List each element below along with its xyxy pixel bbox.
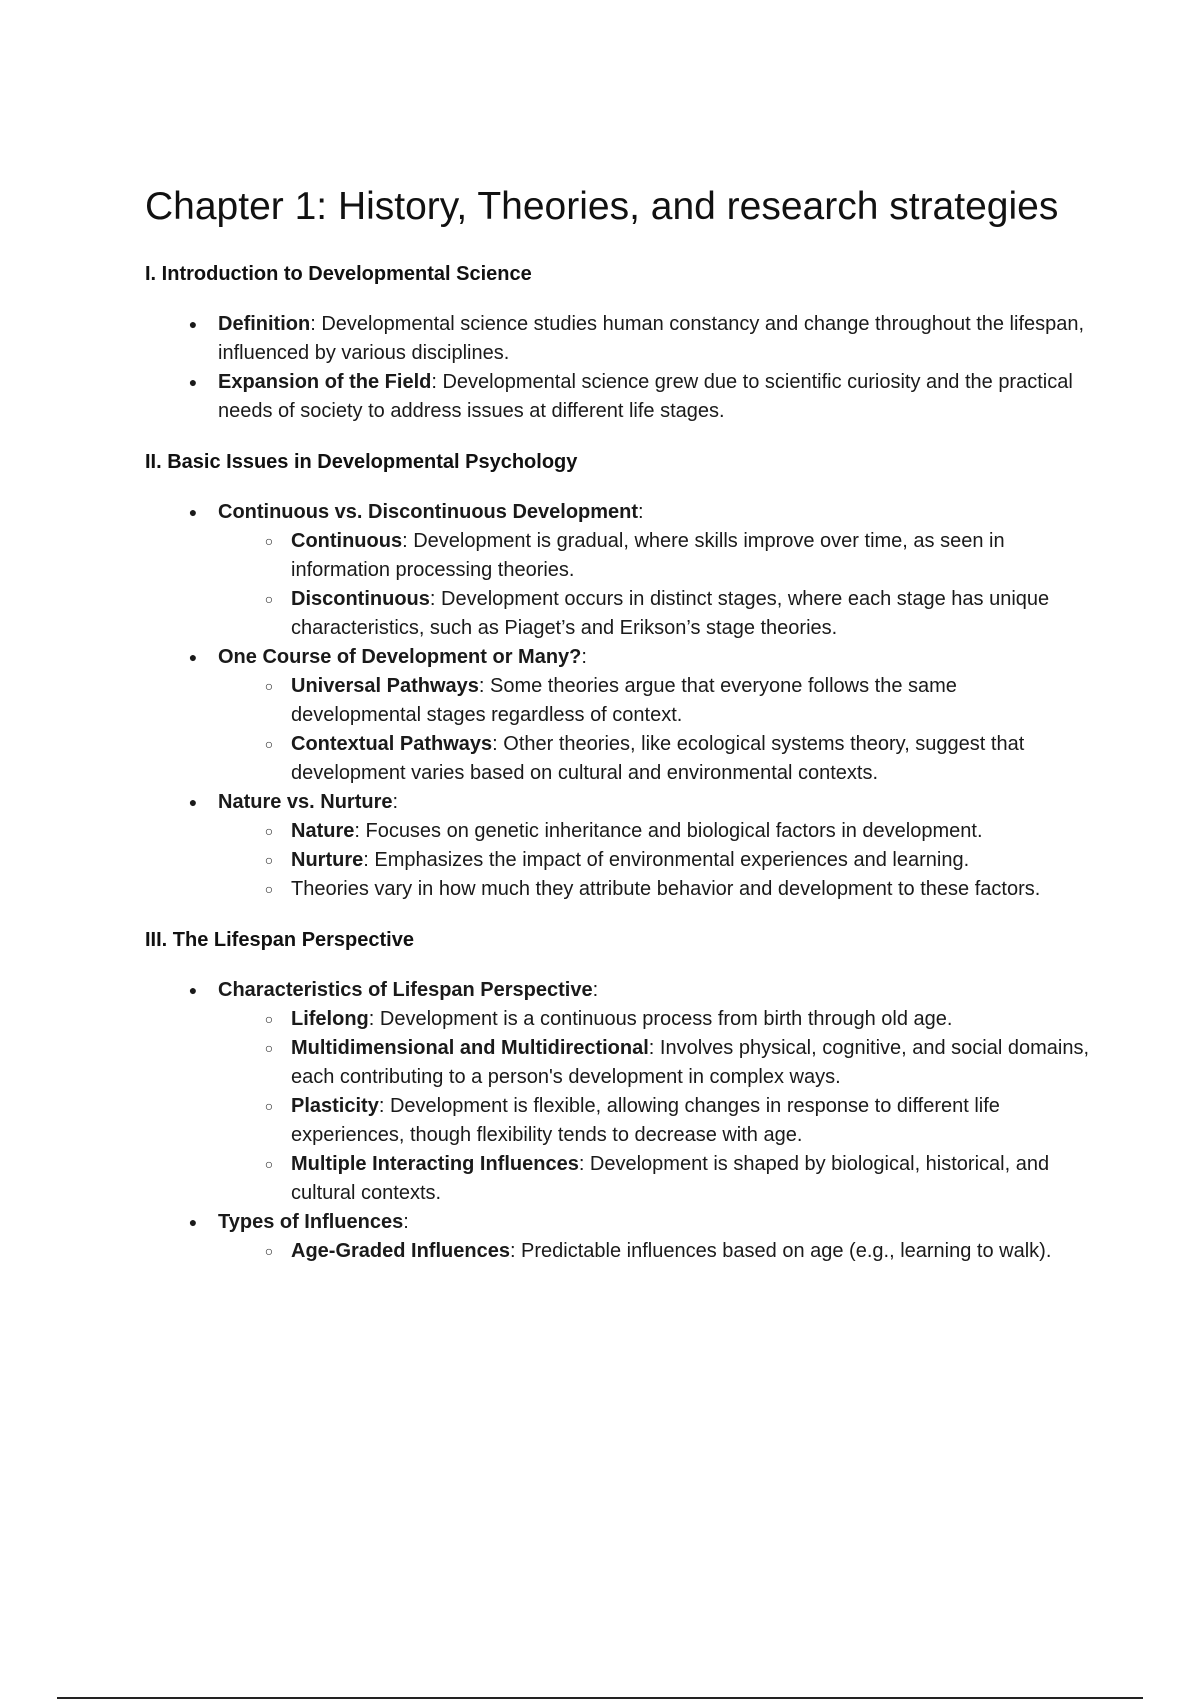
sub-list-item: [218, 730, 1090, 788]
item-text: : Development is a continuous process from birth through old age.: [368, 1008, 953, 1030]
hollow-bullet-icon: ○: [264, 1243, 274, 1259]
hollow-bullet-icon: ○: [264, 591, 274, 607]
item-term: Types of Influences: [218, 1211, 404, 1233]
section-introduction: [145, 260, 1090, 426]
sub-list-item: [218, 846, 1090, 875]
item-term: Characteristics of Lifespan Perspective: [218, 979, 593, 1001]
hollow-bullet-icon: ○: [264, 1011, 274, 1027]
item-text: :: [403, 1211, 409, 1233]
item-term: Nurture: [291, 849, 364, 871]
sub-list-item: [218, 585, 1090, 643]
sub-list-item: [218, 875, 1090, 904]
hollow-bullet-icon: ○: [264, 852, 274, 868]
item-text: : Some theories argue that everyone follows the same developmental stages regardless of context.: [291, 675, 957, 726]
sub-list-item: [218, 817, 1090, 846]
hollow-bullet-icon: ○: [264, 678, 274, 694]
item-term: Lifelong: [291, 1008, 369, 1030]
list-item: [145, 310, 1090, 368]
page-footer-divider: [57, 1697, 1143, 1699]
item-text: :: [592, 979, 599, 1001]
section-basic-issues: [145, 448, 1090, 904]
sub-list-item: [218, 1092, 1090, 1150]
item-text: : Developmental science grew due to scientific curiosity and the practical needs of society to address issues at different life stages.: [218, 371, 1073, 422]
item-term: Nature: [291, 820, 355, 842]
hollow-bullet-icon: ○: [264, 1098, 274, 1114]
hollow-bullet-icon: ○: [264, 736, 274, 752]
item-text: : Emphasizes the impact of environmental experiences and learning.: [363, 849, 970, 871]
page-title: Chapter 1: History, Theories, and research strategies: [145, 185, 1059, 228]
filled-bullet-icon: ●: [188, 649, 198, 665]
hollow-bullet-icon: ○: [264, 1040, 274, 1056]
bullet-list: [145, 498, 1090, 904]
item-text: : Developmental science studies human constancy and change throughout the lifespan, influenced by various disciplines.: [218, 313, 1085, 364]
sub-list: [218, 1005, 1090, 1208]
hollow-bullet-icon: ○: [264, 881, 274, 897]
filled-bullet-icon: ●: [188, 374, 198, 390]
item-text: : Development is gradual, where skills improve over time, as seen in information processing theories.: [291, 530, 1005, 581]
filled-bullet-icon: ●: [188, 794, 198, 810]
item-term: Continuous: [291, 530, 403, 552]
list-item: [145, 1208, 1090, 1266]
filled-bullet-icon: ●: [188, 1214, 198, 1230]
item-text: :: [581, 646, 587, 668]
list-item: [145, 788, 1090, 904]
item-term: Discontinuous: [291, 588, 430, 610]
item-term: Contextual Pathways: [291, 733, 493, 755]
item-text: :: [392, 791, 399, 813]
filled-bullet-icon: ●: [188, 504, 198, 520]
document-content: [145, 180, 1090, 1288]
item-term: Universal Pathways: [291, 675, 479, 697]
sub-list-item: [218, 527, 1090, 585]
filled-bullet-icon: ●: [188, 316, 198, 332]
item-term: Age-Graded Influences: [291, 1240, 510, 1262]
item-text: : Involves physical, cognitive, and social domains, each contributing to a person's development in complex ways.: [291, 1037, 1090, 1088]
item-term: Plasticity: [291, 1095, 379, 1117]
sub-list-item: [218, 1150, 1090, 1208]
list-item: [145, 643, 1090, 788]
list-item: [145, 976, 1090, 1208]
item-term: Multiple Interacting Influences: [291, 1153, 579, 1175]
item-text: : Development occurs in distinct stages, where each stage has unique characteristics, such as Piaget’s and Erikson’s stage theories.: [291, 588, 1050, 639]
sub-list-item: [218, 1005, 1090, 1034]
section-heading: II. Basic Issues in Developmental Psychology: [145, 451, 578, 473]
item-term: Definition: [218, 313, 311, 335]
item-text: :: [638, 501, 644, 523]
item-text: : Other theories, like ecological systems theory, suggest that development varies based on cultural and environmental contexts.: [291, 733, 1025, 784]
section-lifespan-perspective: [145, 926, 1090, 1266]
item-term: One Course of Development or Many?: [218, 646, 582, 668]
section-heading: III. The Lifespan Perspective: [145, 929, 414, 951]
item-term: Nature vs. Nurture: [218, 791, 393, 813]
hollow-bullet-icon: ○: [264, 533, 274, 549]
sub-list-item: [218, 672, 1090, 730]
item-text: : Development is shaped by biological, historical, and cultural contexts.: [291, 1153, 1050, 1204]
sub-list: [218, 1237, 1090, 1266]
bullet-list: [145, 976, 1090, 1266]
list-item: [145, 368, 1090, 426]
sub-list: [218, 672, 1090, 788]
hollow-bullet-icon: ○: [264, 1156, 274, 1172]
sub-list: [218, 817, 1090, 904]
sub-list: [218, 527, 1090, 643]
item-text: : Predictable influences based on age (e.g., learning to walk).: [509, 1240, 1052, 1262]
filled-bullet-icon: ●: [188, 982, 198, 998]
item-term: Multidimensional and Multidirectional: [291, 1037, 649, 1059]
item-text: : Focuses on genetic inheritance and biological factors in development.: [354, 820, 983, 842]
sub-list-item: [218, 1237, 1090, 1266]
item-term: Continuous vs. Discontinuous Development: [218, 501, 639, 523]
hollow-bullet-icon: ○: [264, 823, 274, 839]
section-heading: I. Introduction to Developmental Science: [145, 263, 532, 285]
item-text: Theories vary in how much they attribute behavior and development to these factors.: [291, 878, 1041, 900]
sub-list-item: [218, 1034, 1090, 1092]
bullet-list: [145, 310, 1090, 426]
item-text: : Development is flexible, allowing changes in response to different life experiences, though flexibility tends to decrease with age.: [291, 1095, 1000, 1146]
list-item: [145, 498, 1090, 643]
item-term: Expansion of the Field: [218, 371, 432, 393]
